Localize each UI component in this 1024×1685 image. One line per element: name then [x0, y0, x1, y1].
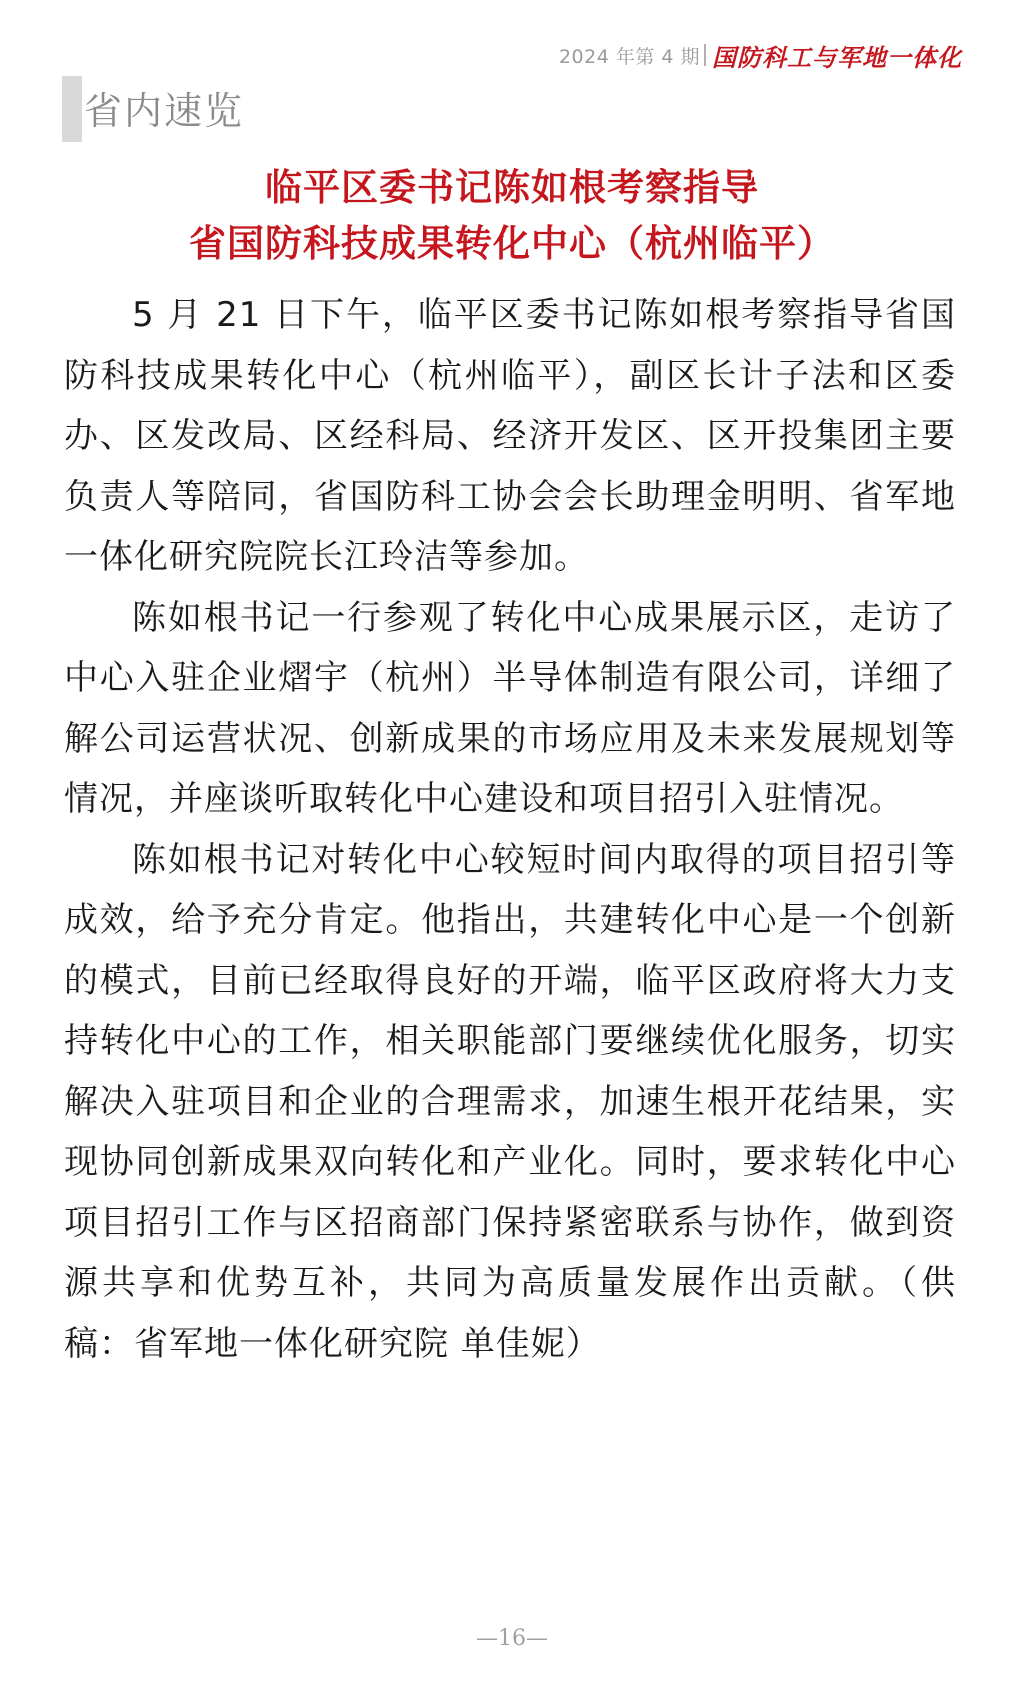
- article-title-line-2: 省国防科技成果转化中心（杭州临平）: [189, 222, 835, 265]
- article-credit: （供稿：省军地一体化研究院 单佳妮）: [64, 1263, 956, 1364]
- article-body: [64, 285, 956, 1374]
- article-paragraph-text: 陈如根书记对转化中心较短时间内取得的项目招引等成效，给予充分肯定。他指出，共建转化中心是一个创新的模式，目前已经取得良好的开端，临平区政府将大力支持转化中心的工作，相关职能部门要继续优化服务，切实解决入驻项目和企业的合理需求，加速生根开花结果，实现协同创新成果双向转化和产业化。同时，要求转化中心项目招引工作与区招商部门保持紧密联系与协作，做到资源共享和优势互补，共同为高质量发展作出贡献。: [64, 839, 956, 1303]
- article-title: [0, 160, 1024, 272]
- page-header: [559, 38, 962, 72]
- section-title: 省内速览: [84, 89, 245, 133]
- issue-label: 2024 年第 4 期: [558, 45, 700, 68]
- article-paragraph: [64, 830, 956, 1375]
- section-marker: [62, 76, 82, 142]
- article-paragraph: 5 月 21 日下午，临平区委书记陈如根考察指导省国防科技成果转化中心（杭州临平），副区长计子法和区委办、区发改局、区经科局、经济开发区、区开投集团主要负责人等陪同，省国防科工协会会长助理金明明、省军地一体化研究院院长江玲洁等参加。: [64, 295, 956, 577]
- publication-logo: 国防科工与军地一体化: [712, 42, 962, 72]
- page-number: —16—: [476, 1626, 548, 1651]
- article-paragraph: 陈如根书记一行参观了转化中心成果展示区，走访了中心入驻企业熠宇（杭州）半导体制造有限公司，详细了解公司运营状况、创新成果的市场应用及未来发展规划等情况，并座谈听取转化中心建设和项目招引入驻情况。: [64, 597, 956, 819]
- article-title-line-1: 临平区委书记陈如根考察指导: [265, 166, 759, 209]
- header-divider: [704, 44, 706, 66]
